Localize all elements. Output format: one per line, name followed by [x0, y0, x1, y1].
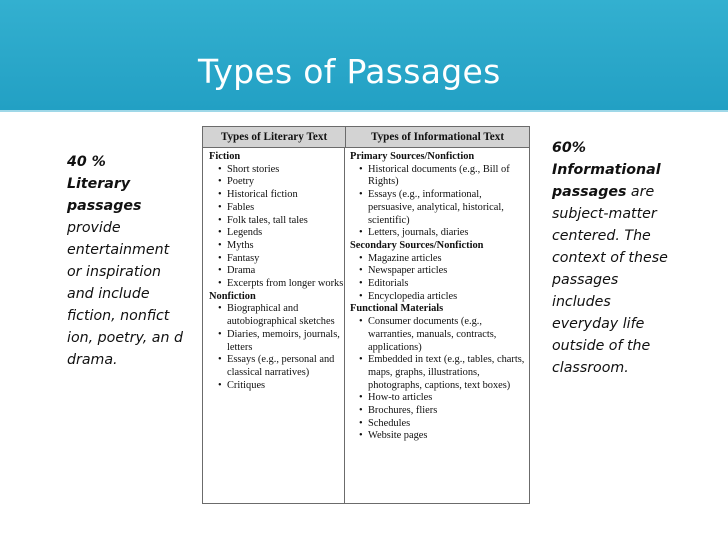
- section-heading: Functional Materials: [350, 303, 444, 315]
- bullet-icon: •: [218, 328, 222, 340]
- slide-title: Types of Passages: [198, 52, 501, 91]
- bullet-icon: •: [359, 290, 363, 302]
- bullet-icon: •: [359, 430, 363, 442]
- list-item-text: Drama: [227, 265, 256, 277]
- bullet-icon: •: [359, 278, 363, 290]
- list-item: [209, 278, 344, 291]
- list-item: [350, 227, 529, 240]
- table-header: [203, 127, 529, 148]
- bullet-icon: •: [218, 176, 222, 188]
- informational-note: [552, 137, 672, 379]
- list-item: [350, 291, 529, 304]
- list-item-text: Fantasy: [227, 252, 260, 264]
- list-item-text: Editorials: [368, 278, 409, 290]
- section-heading: Secondary Sources/Nonfiction: [350, 239, 484, 251]
- bullet-icon: •: [359, 354, 363, 366]
- bullet-icon: •: [218, 201, 222, 213]
- bullet-icon: •: [359, 417, 363, 429]
- header-informational: Types of Informational Text: [370, 131, 505, 143]
- bullet-icon: •: [218, 354, 222, 366]
- section-heading: Nonfiction: [209, 290, 256, 302]
- bullet-icon: •: [218, 303, 222, 315]
- bullet-icon: •: [359, 252, 363, 264]
- list-item: [350, 189, 529, 227]
- list-item: [350, 316, 529, 354]
- list-item-text: Consumer documents (e.g., warranties, manuals, contracts, applications): [368, 316, 497, 353]
- bullet-icon: •: [218, 265, 222, 277]
- section-heading: Fiction: [209, 151, 241, 162]
- bullet-icon: •: [218, 252, 222, 264]
- list-item: [209, 265, 344, 278]
- list-item-text: Historical fiction: [227, 189, 298, 201]
- bullet-icon: •: [218, 239, 222, 251]
- list-item-text: Diaries, memoirs, journals, letters: [227, 328, 340, 353]
- list-item: [209, 240, 344, 253]
- bullet-icon: •: [359, 163, 363, 175]
- list-item: [209, 354, 344, 379]
- list-item: [209, 329, 344, 354]
- list-item: [350, 354, 529, 392]
- list-item-text: Embedded in text (e.g., tables, charts, maps, graphs, illustrations, photographs, captions, text boxes): [368, 354, 525, 391]
- list-item-text: Poetry: [227, 176, 255, 188]
- bullet-icon: •: [359, 189, 363, 201]
- list-item: [209, 380, 344, 393]
- bullet-icon: •: [218, 379, 222, 391]
- list-item-text: Essays (e.g., informational, persuasive, analytical, historical, scientific): [368, 189, 504, 226]
- bullet-icon: •: [359, 227, 363, 239]
- list-item: [350, 392, 529, 405]
- list-item-text: Critiques: [227, 379, 266, 391]
- list-item: [350, 278, 529, 291]
- informational-description: subject-matter centered. The context of these passages includes everyday life outside of the classroom.: [552, 206, 668, 376]
- literary-passages-word: passages: [67, 198, 142, 214]
- list-item: [209, 202, 344, 215]
- literary-word: Literary: [67, 176, 131, 192]
- list-item: [209, 176, 344, 189]
- list-item-text: Folk tales, tall tales: [227, 214, 308, 226]
- literary-note: [67, 151, 187, 371]
- informational-are: are: [626, 184, 655, 200]
- section-heading: Primary Sources/Nonfiction: [350, 151, 475, 162]
- bullet-icon: •: [218, 189, 222, 201]
- list-item: [350, 430, 529, 443]
- list-item-text: Essays (e.g., personal and classical narratives): [227, 354, 335, 378]
- list-item-text: Short stories: [227, 163, 280, 175]
- bullet-icon: •: [359, 265, 363, 277]
- literary-column: [203, 148, 345, 503]
- bullet-icon: •: [359, 392, 363, 404]
- list-item-text: Brochures, fliers: [368, 405, 438, 417]
- list-item-text: Excerpts from longer works: [227, 278, 344, 290]
- list-item-text: Biographical and autobiographical sketches: [227, 303, 335, 328]
- bullet-icon: •: [218, 163, 222, 175]
- list-item-text: Encyclopedia articles: [368, 290, 458, 302]
- bullet-icon: •: [359, 316, 363, 328]
- informational-percent: 60%: [552, 140, 586, 156]
- list-item-text: Website pages: [368, 430, 428, 442]
- header-literary: Types of Literary Text: [203, 127, 346, 147]
- list-item: [350, 405, 529, 418]
- list-item: [209, 189, 344, 202]
- list-item-text: Magazine articles: [368, 252, 442, 264]
- title-banner: [0, 0, 728, 112]
- list-item-text: Historical documents (e.g., Bill of Rights): [368, 163, 510, 188]
- bullet-icon: •: [218, 278, 222, 290]
- list-item-text: Myths: [227, 239, 254, 251]
- list-item: [350, 253, 529, 266]
- list-item-text: Legends: [227, 227, 263, 239]
- bullet-icon: •: [218, 214, 222, 226]
- list-item: [209, 215, 344, 228]
- list-item: [350, 164, 529, 189]
- list-item: [209, 253, 344, 266]
- list-item: [350, 418, 529, 431]
- list-item-text: How-to articles: [368, 392, 433, 404]
- bullet-icon: •: [218, 227, 222, 239]
- list-item: [209, 303, 344, 328]
- passage-types-table: [202, 126, 530, 504]
- bullet-icon: •: [359, 405, 363, 417]
- list-item-text: Fables: [227, 201, 255, 213]
- table-body: [203, 148, 529, 503]
- list-item-text: Letters, journals, diaries: [368, 227, 469, 239]
- list-item: [209, 164, 344, 177]
- list-item: [209, 227, 344, 240]
- list-item-text: Schedules: [368, 417, 411, 429]
- list-item-text: Newspaper articles: [368, 265, 448, 277]
- list-item: [350, 265, 529, 278]
- literary-description: provide entertainment or inspiration and include fiction, nonfict ion, poetry, an d drama.: [67, 220, 183, 368]
- literary-percent: 40 %: [67, 154, 106, 170]
- informational-passages-word: passages: [552, 184, 627, 200]
- informational-column: [345, 148, 529, 503]
- informational-word: Informational: [552, 162, 661, 178]
